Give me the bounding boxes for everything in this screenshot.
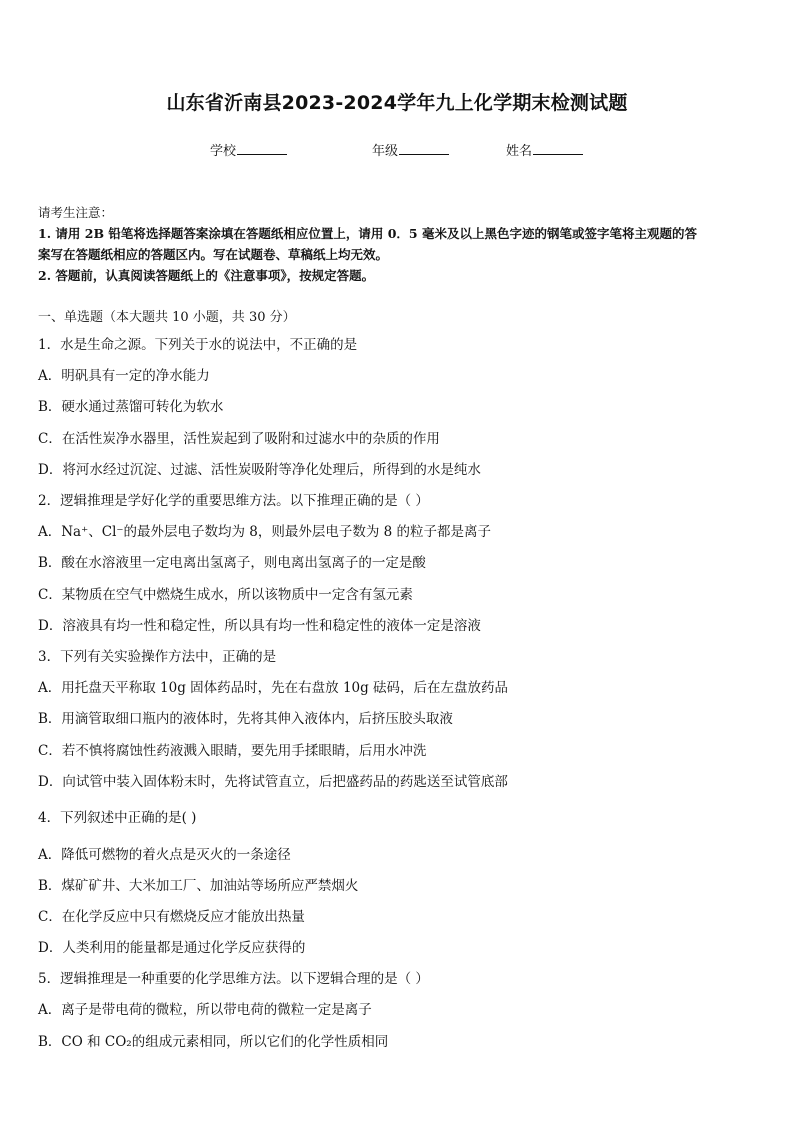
question-1-option-c: C．在活性炭净水器里，活性炭起到了吸附和过滤水中的杂质的作用 bbox=[38, 431, 440, 447]
question-1-option-a: A．明矾具有一定的净水能力 bbox=[38, 368, 210, 384]
question-4-option-d: D．人类利用的能量都是通过化学反应获得的 bbox=[38, 940, 306, 956]
question-4-option-a: A．降低可燃物的着火点是灭火的一条途径 bbox=[38, 847, 291, 863]
question-3-option-c: C．若不慎将腐蚀性药液溅入眼睛，要先用手揉眼睛，后用水冲洗 bbox=[38, 743, 427, 759]
notice-item-1-line-1: 1. 请用 2B 铅笔将选择题答案涂填在答题纸相应位置上，请用 0．5 毫米及以上黑色字迹的钢笔或签字笔将主观题的答 bbox=[38, 226, 697, 241]
question-5-option-b: B．CO 和 CO₂的组成元素相同，所以它们的化学性质相同 bbox=[38, 1034, 389, 1050]
question-1-option-b: B．硬水通过蒸馏可转化为软水 bbox=[38, 399, 224, 415]
question-4-option-b: B．煤矿矿井、大米加工厂、加油站等场所应严禁烟火 bbox=[38, 878, 359, 894]
question-5-stem: 5．逻辑推理是一种重要的化学思维方法。以下逻辑合理的是（ ） bbox=[38, 971, 429, 987]
exam-notice bbox=[38, 202, 758, 286]
question-1-option-d: D．将河水经过沉淀、过滤、活性炭吸附等净化处理后，所得到的水是纯水 bbox=[38, 462, 481, 478]
grade-label: 年级 bbox=[372, 144, 399, 159]
name-blank bbox=[533, 141, 583, 155]
question-2-stem: 2．逻辑推理是学好化学的重要思维方法。以下推理正确的是（ ） bbox=[38, 493, 429, 509]
name-field bbox=[506, 140, 583, 159]
question-2-option-b: B．酸在水溶液里一定电离出氢离子，则电离出氢离子的一定是酸 bbox=[38, 555, 426, 571]
page-title: 山东省沂南县2023-2024学年九上化学期末检测试题 bbox=[166, 92, 628, 114]
name-label: 姓名 bbox=[506, 144, 533, 159]
notice-item-2: 2. 答题前，认真阅读答题纸上的《注意事项》，按规定答题。 bbox=[38, 268, 375, 283]
question-4-stem: 4．下列叙述中正确的是( ) bbox=[38, 810, 197, 826]
notice-item-1-line-2: 案写在答题纸相应的答题区内。写在试题卷、草稿纸上均无效。 bbox=[38, 247, 389, 262]
question-5-option-a: A．离子是带电荷的微粒，所以带电荷的微粒一定是离子 bbox=[38, 1002, 372, 1018]
grade-field bbox=[372, 140, 449, 159]
question-4-option-c: C．在化学反应中只有燃烧反应才能放出热量 bbox=[38, 909, 305, 925]
school-blank bbox=[237, 141, 287, 155]
section-title: 一、单选题（本大题共 10 小题，共 30 分） bbox=[38, 310, 296, 325]
question-2-option-a: A．Na⁺、Cl⁻的最外层电子数均为 8，则最外层电子数为 8 的粒子都是离子 bbox=[38, 524, 492, 540]
school-field bbox=[210, 140, 287, 159]
question-2-option-c: C．某物质在空气中燃烧生成水，所以该物质中一定含有氢元素 bbox=[38, 587, 413, 603]
notice-heading: 请考生注意： bbox=[38, 205, 114, 220]
school-label: 学校 bbox=[210, 144, 237, 159]
grade-blank bbox=[399, 141, 449, 155]
question-1-stem: 1．水是生命之源。下列关于水的说法中，不正确的是 bbox=[38, 337, 358, 353]
question-3-stem: 3．下列有关实验操作方法中，正确的是 bbox=[38, 649, 277, 665]
question-3-option-b: B．用滴管取细口瓶内的液体时，先将其伸入液体内，后挤压胶头取液 bbox=[38, 711, 453, 727]
student-info-fields bbox=[0, 140, 794, 160]
question-3-option-d: D．向试管中装入固体粉末时，先将试管直立，后把盛药品的药匙送至试管底部 bbox=[38, 774, 508, 790]
question-3-option-a: A．用托盘天平称取 10g 固体药品时，先在右盘放 10g 砝码，后在左盘放药品 bbox=[38, 680, 509, 696]
question-2-option-d: D．溶液具有均一性和稳定性，所以具有均一性和稳定性的液体一定是溶液 bbox=[38, 618, 481, 634]
